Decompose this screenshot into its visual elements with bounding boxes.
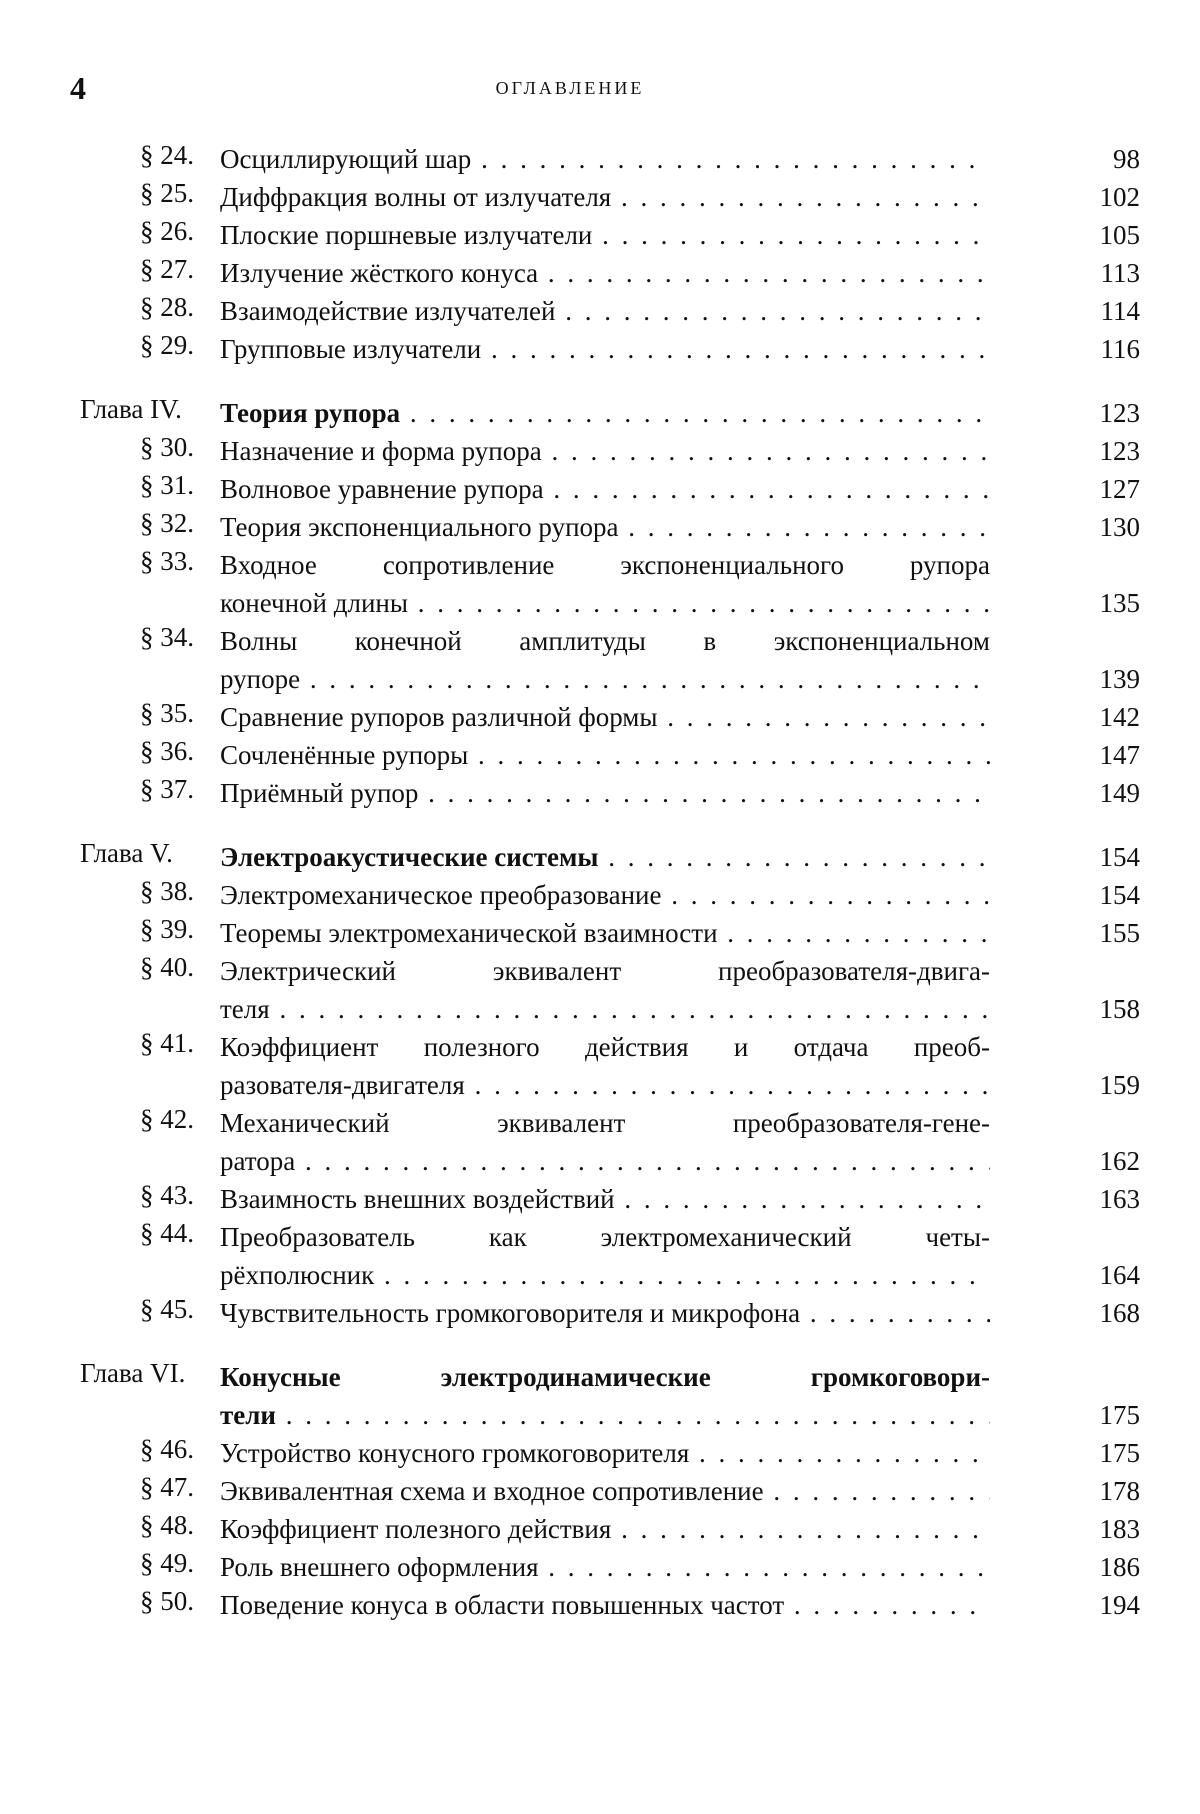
section-number: § 30.	[140, 432, 194, 462]
page-ref: 114	[1100, 296, 1140, 326]
page-ref: 147	[1099, 740, 1140, 770]
page-ref: 158	[1099, 994, 1140, 1024]
toc-section-entry	[0, 1294, 1200, 1332]
entry-title: Теория рупора	[220, 398, 401, 428]
page-ref: 194	[1099, 1590, 1140, 1620]
entry-text	[220, 1028, 990, 1104]
leader-dots	[465, 1070, 990, 1100]
toc-section-entry	[0, 178, 1200, 216]
page-ref: 130	[1099, 512, 1140, 542]
toc-section-entry	[0, 1104, 1200, 1180]
toc-section-entry	[0, 774, 1200, 812]
toc-section-entry	[0, 1218, 1200, 1294]
entry-text	[220, 1218, 990, 1294]
entry-text	[220, 546, 990, 622]
leader-dots	[544, 474, 990, 504]
page-ref: 163	[1099, 1184, 1140, 1214]
page-ref: 149	[1099, 778, 1140, 808]
toc-section-entry	[0, 876, 1200, 914]
entry-title-continuation: рёхполюсник	[220, 1260, 375, 1290]
page-ref: 116	[1100, 334, 1140, 364]
entry-title: Сочленённые рупоры	[220, 740, 469, 770]
page-ref: 142	[1099, 702, 1140, 732]
entry-title-continuation-line	[220, 660, 990, 698]
page-ref: 154	[1099, 842, 1140, 872]
entry-title-continuation-line	[220, 1396, 990, 1434]
leader-dots	[718, 918, 990, 948]
section-number: § 48.	[140, 1510, 194, 1540]
section-number: § 41.	[140, 1028, 194, 1058]
entry-title: Приёмный рупор	[220, 778, 419, 808]
toc-section-entry	[0, 140, 1200, 178]
entry-title-continuation: разователя-двигателя	[220, 1070, 465, 1100]
toc-section-entry	[0, 914, 1200, 952]
leader-dots	[615, 1184, 990, 1214]
page-ref: 154	[1099, 880, 1140, 910]
entry-title-continuation: ратора	[220, 1146, 296, 1176]
entry-text	[220, 914, 990, 952]
entry-text	[220, 876, 990, 914]
page-ref: 162	[1099, 1146, 1140, 1176]
toc-section-entry	[0, 292, 1200, 330]
section-number: § 40.	[140, 952, 194, 982]
page-ref: 113	[1100, 258, 1140, 288]
chapter-label: Глава IV.	[80, 394, 182, 424]
leader-dots	[542, 436, 990, 466]
entry-title-continuation: теля	[220, 994, 270, 1024]
page-ref: 139	[1099, 664, 1140, 694]
section-number: § 34.	[140, 622, 194, 652]
chapter-label: Глава V.	[80, 838, 173, 868]
entry-title: Роль внешнего оформления	[220, 1552, 539, 1582]
toc-chapter-entry	[0, 394, 1200, 432]
entry-text	[220, 470, 990, 508]
leader-dots	[619, 512, 990, 542]
toc-section-entry	[0, 622, 1200, 698]
leader-dots	[408, 588, 990, 618]
entry-title-continuation-line	[220, 584, 990, 622]
section-number: § 29.	[140, 330, 194, 360]
section-number: § 36.	[140, 736, 194, 766]
entry-text	[220, 1434, 990, 1472]
toc-section-entry	[0, 1510, 1200, 1548]
entry-title: Теоремы электромеханической взаимности	[220, 918, 718, 948]
entry-text	[220, 394, 990, 432]
toc-section-entry	[0, 254, 1200, 292]
leader-dots	[689, 1438, 990, 1468]
page-ref: 175	[1099, 1400, 1140, 1430]
leader-dots	[662, 880, 991, 910]
entry-title: Устройство конусного громкоговорителя	[220, 1438, 690, 1468]
section-number: § 33.	[140, 546, 194, 576]
entry-title: Конусные электродинамические громкоговори-	[220, 1362, 990, 1392]
entry-text	[220, 432, 990, 470]
entry-text	[220, 774, 990, 812]
page-ref: 159	[1099, 1070, 1140, 1100]
page-number: 4	[70, 70, 86, 106]
entry-title: Чувствительность громкоговорителя и микрофона	[220, 1298, 801, 1328]
leader-dots	[611, 1514, 990, 1544]
entry-title: Коэффициент полезного действия	[220, 1514, 612, 1544]
entry-text	[220, 330, 990, 368]
entry-text	[220, 838, 990, 876]
toc-section-entry	[0, 432, 1200, 470]
entry-title: Волны конечной амплитуды в экспоненциальном	[220, 626, 990, 656]
section-number: § 46.	[140, 1434, 194, 1464]
page-ref: 102	[1099, 182, 1140, 212]
entry-title: Преобразователь как электромеханический четы-	[220, 1222, 990, 1252]
leader-dots	[300, 664, 990, 694]
leader-dots	[538, 258, 990, 288]
entry-text	[220, 952, 990, 1028]
entry-text	[220, 508, 990, 546]
entry-title: Электроакустические системы	[220, 842, 599, 872]
page-ref: 183	[1099, 1514, 1140, 1544]
leader-dots	[611, 182, 990, 212]
entry-text	[220, 698, 990, 736]
toc-section-entry	[0, 1586, 1200, 1624]
page-ref: 168	[1099, 1298, 1140, 1328]
entry-text	[220, 178, 990, 216]
entry-text	[220, 736, 990, 774]
entry-title-continuation: конечной длины	[220, 588, 408, 618]
toc-chapter-entry	[0, 1358, 1200, 1434]
section-number: § 47.	[140, 1472, 194, 1502]
entry-text	[220, 1294, 990, 1332]
entry-title: Электромеханическое преобразование	[220, 880, 662, 910]
leader-dots	[471, 144, 990, 174]
entry-title-continuation-line	[220, 990, 990, 1028]
entry-title-continuation-line	[220, 1142, 990, 1180]
entry-text	[220, 254, 990, 292]
toc-chapter-entry	[0, 838, 1200, 876]
entry-text	[220, 216, 990, 254]
toc-section-entry	[0, 470, 1200, 508]
section-number: § 49.	[140, 1548, 194, 1578]
section-number: § 50.	[140, 1586, 194, 1616]
running-title: ОГЛАВЛЕНИЕ	[495, 78, 645, 98]
entry-title: Механический эквивалент преобразователя-гене-	[220, 1108, 990, 1138]
toc-section-entry	[0, 216, 1200, 254]
entry-title-continuation-line	[220, 1066, 990, 1104]
toc-section-entry	[0, 1028, 1200, 1104]
page-ref: 105	[1099, 220, 1140, 250]
section-number: § 24.	[140, 140, 194, 170]
leader-dots	[800, 1298, 990, 1328]
entry-title: Осциллирующий шар	[220, 144, 472, 174]
page-ref: 135	[1099, 588, 1140, 618]
entry-title: Теория экспоненциального рупора	[220, 512, 619, 542]
leader-dots	[418, 778, 990, 808]
section-number: § 37.	[140, 774, 194, 804]
entry-title: Групповые излучатели	[220, 334, 482, 364]
page-ref: 178	[1099, 1476, 1140, 1506]
section-number: § 27.	[140, 254, 194, 284]
toc-section-entry	[0, 1180, 1200, 1218]
page-ref: 186	[1099, 1552, 1140, 1582]
entry-title: Назначение и форма рупора	[220, 436, 542, 466]
entry-text	[220, 622, 990, 698]
entry-title: Взаимность внешних воздействий	[220, 1184, 615, 1214]
page-ref: 123	[1099, 436, 1140, 466]
toc-section-entry	[0, 330, 1200, 368]
entry-title: Эквивалентная схема и входное сопротивление	[220, 1476, 764, 1506]
leader-dots	[592, 220, 990, 250]
section-number: § 26.	[140, 216, 194, 246]
section-number: § 44.	[140, 1218, 194, 1248]
leader-dots	[784, 1590, 990, 1620]
entry-title-continuation-line	[220, 1256, 990, 1294]
entry-text	[220, 1104, 990, 1180]
leader-dots	[658, 702, 990, 732]
page-header	[0, 70, 1200, 110]
page-ref: 123	[1099, 398, 1140, 428]
toc-section-entry	[0, 1548, 1200, 1586]
section-number: § 25.	[140, 178, 194, 208]
leader-dots	[295, 1146, 990, 1176]
leader-dots	[374, 1260, 990, 1290]
page-ref: 164	[1099, 1260, 1140, 1290]
entry-text	[220, 1586, 990, 1624]
leader-dots	[270, 994, 990, 1024]
entry-text	[220, 292, 990, 330]
entry-title: Взаимодействие излучателей	[220, 296, 556, 326]
leader-dots	[276, 1400, 990, 1430]
leader-dots	[764, 1476, 990, 1506]
section-number: § 38.	[140, 876, 194, 906]
entry-text	[220, 1358, 990, 1434]
entry-text	[220, 140, 990, 178]
section-number: § 39.	[140, 914, 194, 944]
entry-text	[220, 1180, 990, 1218]
entry-title: Излучение жёсткого конуса	[220, 258, 539, 288]
section-number: § 28.	[140, 292, 194, 322]
section-number: § 43.	[140, 1180, 194, 1210]
entry-title: Коэффициент полезного действия и отдача преоб-	[220, 1032, 990, 1062]
section-number: § 35.	[140, 698, 194, 728]
entry-title: Электрический эквивалент преобразователя-двига-	[220, 956, 990, 986]
entry-title: Диффракция волны от излучателя	[220, 182, 612, 212]
chapter-label: Глава VI.	[80, 1358, 186, 1388]
toc-section-entry	[0, 546, 1200, 622]
toc-section-entry	[0, 736, 1200, 774]
section-number: § 32.	[140, 508, 194, 538]
toc-section-entry	[0, 1472, 1200, 1510]
entry-title-continuation: тели	[220, 1400, 276, 1430]
entry-title-continuation: рупоре	[220, 664, 301, 694]
toc-section-entry	[0, 698, 1200, 736]
entry-title: Поведение конуса в области повышенных частот	[220, 1590, 785, 1620]
entry-title: Сравнение рупоров различной формы	[220, 702, 658, 732]
toc-section-entry	[0, 1434, 1200, 1472]
page-ref: 98	[1113, 144, 1140, 174]
leader-dots	[599, 842, 990, 872]
leader-dots	[400, 398, 990, 428]
toc-section-entry	[0, 508, 1200, 546]
page-ref: 127	[1099, 474, 1140, 504]
entry-title: Плоские поршневые излучатели	[220, 220, 593, 250]
toc-section-entry	[0, 952, 1200, 1028]
section-number: § 42.	[140, 1104, 194, 1134]
entry-title: Волновое уравнение рупора	[220, 474, 544, 504]
table-of-contents	[0, 140, 1200, 1624]
leader-dots	[539, 1552, 990, 1582]
page-ref: 175	[1099, 1438, 1140, 1468]
entry-text	[220, 1510, 990, 1548]
leader-dots	[481, 334, 990, 364]
entry-title: Входное сопротивление экспоненциального рупора	[220, 550, 990, 580]
page-ref: 155	[1099, 918, 1140, 948]
leader-dots	[555, 296, 990, 326]
entry-text	[220, 1472, 990, 1510]
section-number: § 31.	[140, 470, 194, 500]
entry-text	[220, 1548, 990, 1586]
leader-dots	[468, 740, 990, 770]
section-number: § 45.	[140, 1294, 194, 1324]
